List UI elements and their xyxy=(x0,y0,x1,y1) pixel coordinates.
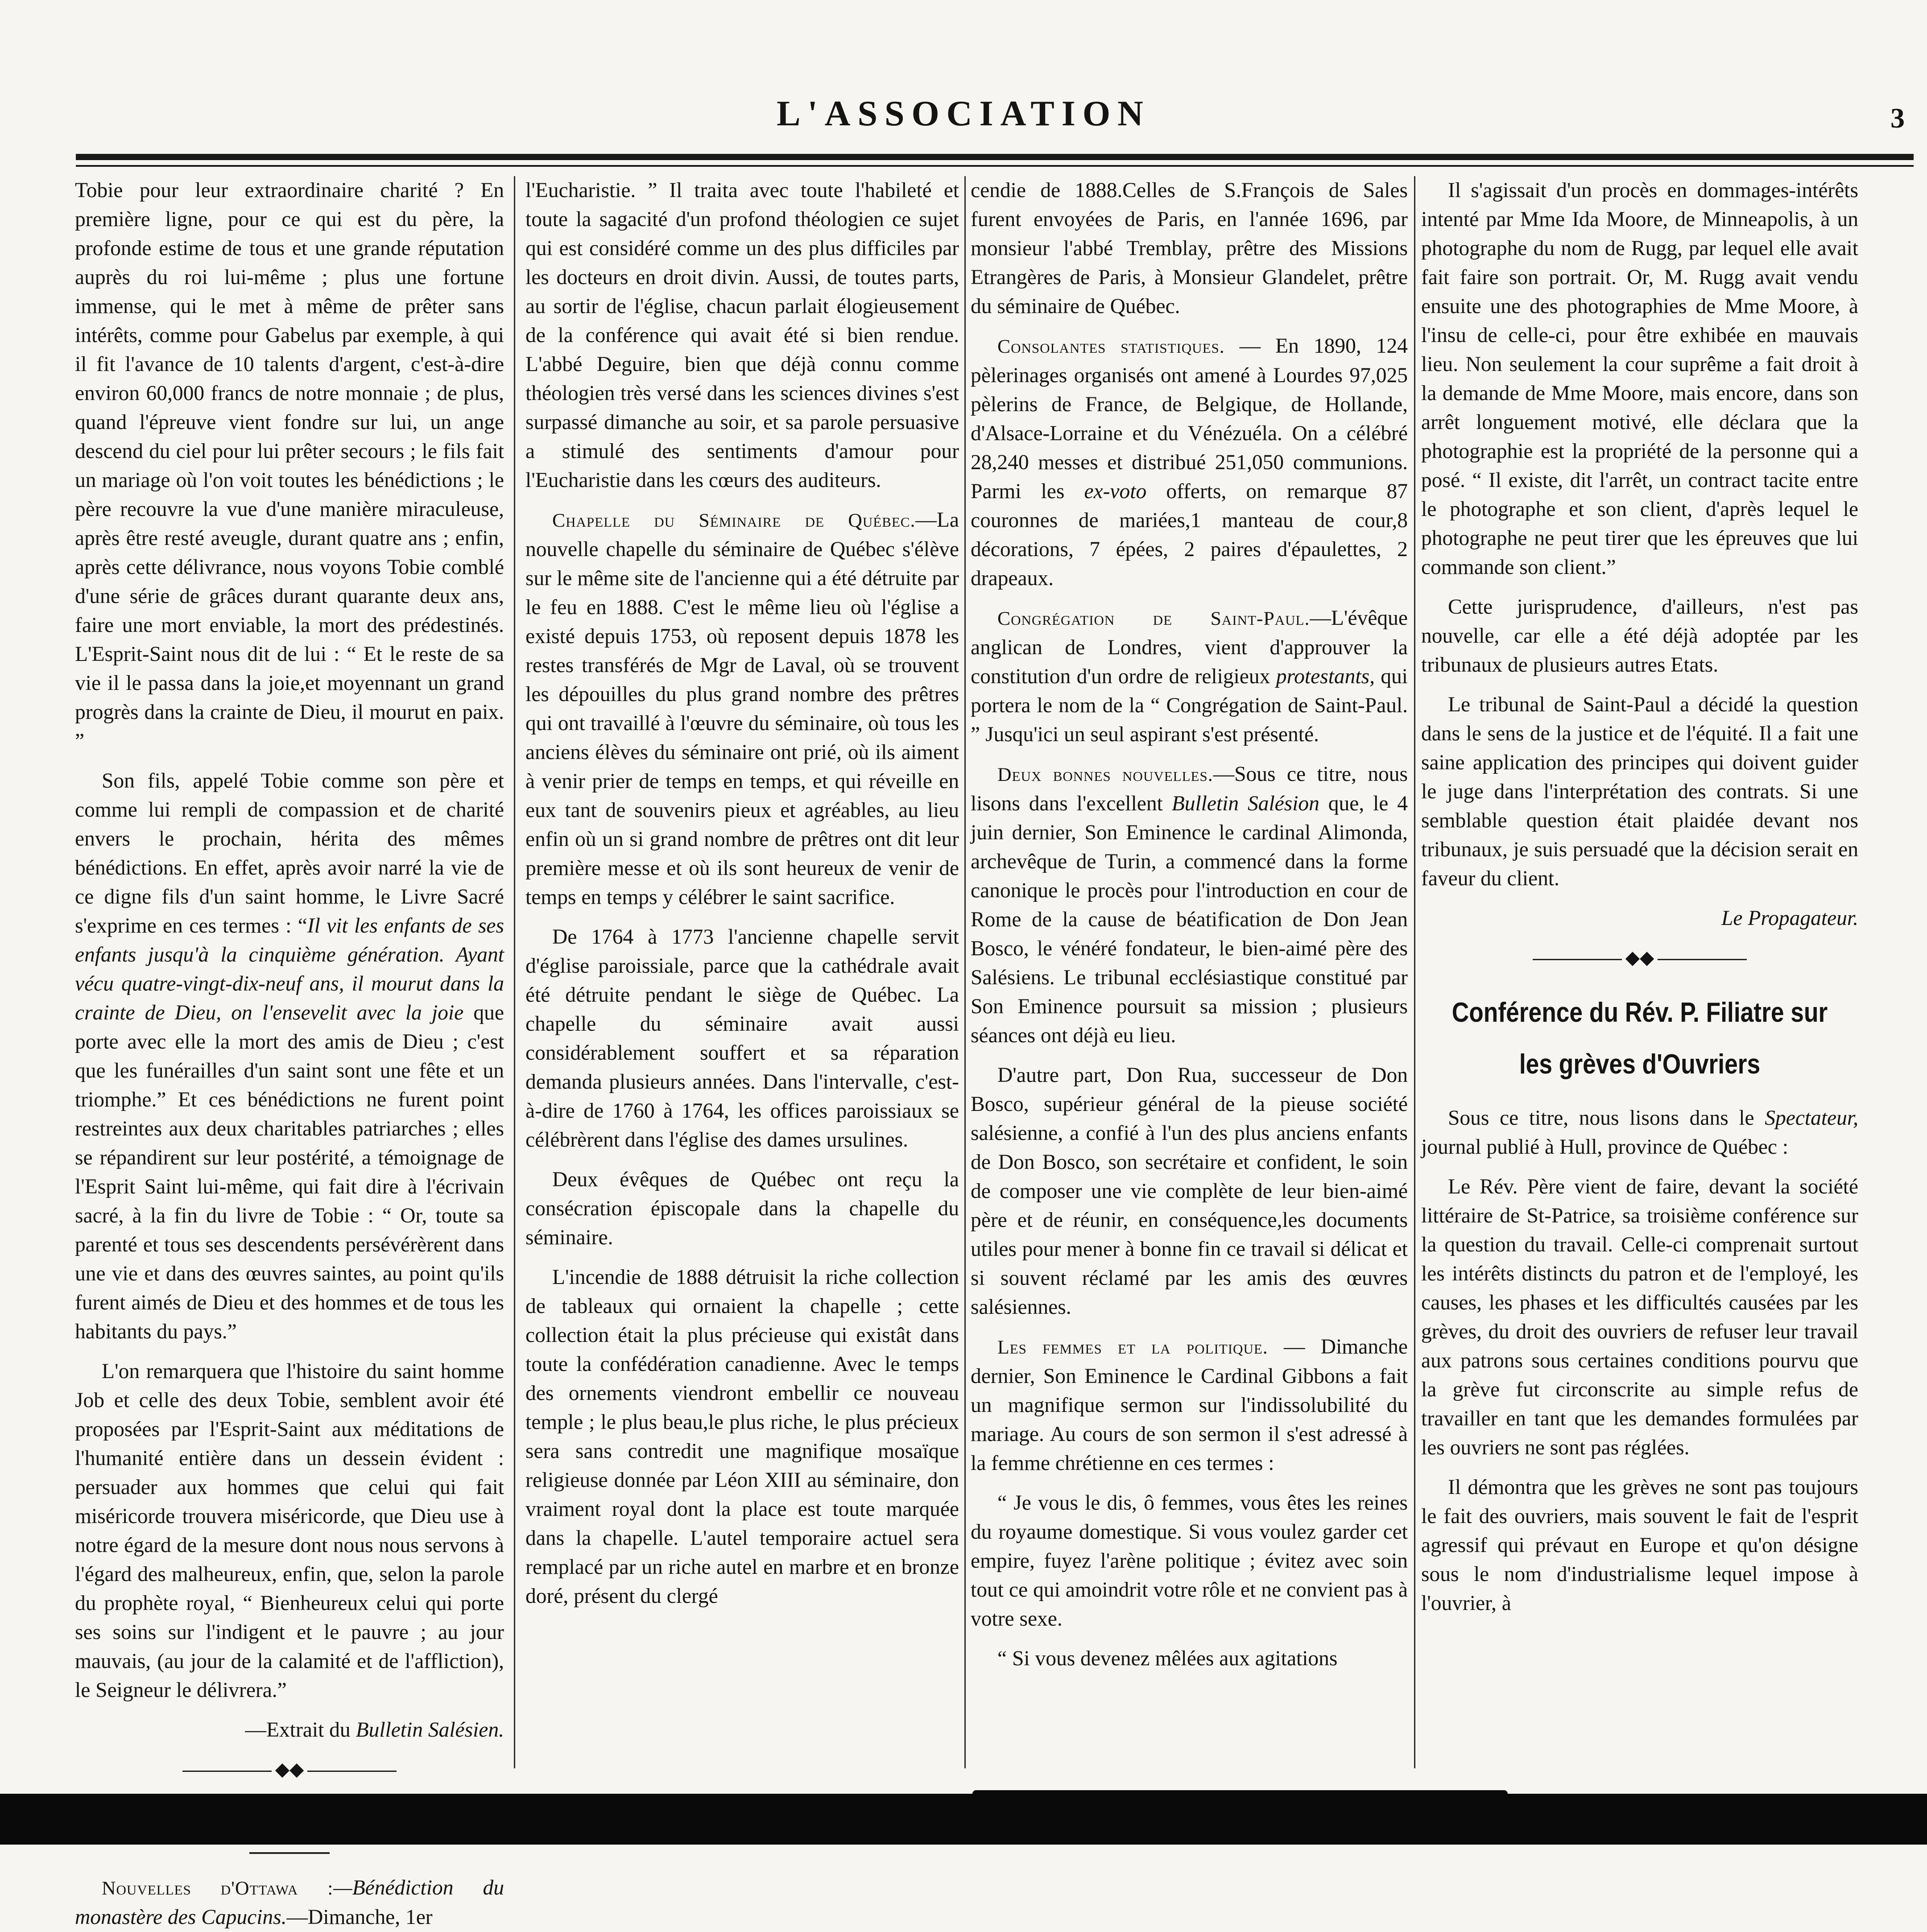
paragraph xyxy=(971,1333,1408,1478)
text-run: journal publié à Hull, province de Québec : xyxy=(1421,1135,1789,1159)
italic-text: protestants, xyxy=(1276,665,1375,688)
column-1 xyxy=(75,176,504,1929)
paragraph xyxy=(75,1874,504,1932)
paragraph xyxy=(971,332,1408,593)
text-run: —Dimanche, 1er xyxy=(286,1906,433,1929)
item-label: Congrégation de Saint-Paul. xyxy=(997,608,1310,629)
text-run: Son fils, appelé Tobie comme son père et comme lui rempli de compassion et de charité envers le prochain, hérita des mêmes bénédictions. En effet, après avoir narré la vie de ce digne fils d'un saint homme, le Livre Sacré s'exprime en ces termes : “ xyxy=(75,769,504,937)
paragraph xyxy=(971,604,1408,749)
paragraph: Cette jurisprudence, d'ailleurs, n'est pas nouvelle, car elle a été déjà adoptée par les tribunaux de plusieurs autres Etats. xyxy=(1421,595,1858,677)
item-label: Chapelle du Séminaire de Québec. xyxy=(552,510,916,531)
ornamental-separator: ◆◆ xyxy=(1421,944,1858,973)
paragraph: L'incendie de 1888 détruisit la riche collection de tableaux qui ornaient la chapelle ; cette collection était la plus précieuse qui existât dans toute la confédération canadienne. Avec le temps des ornements viendront embellir ce nouveau temple ; le plus beau,le plus riche, le plus précieux sera sans contredit une magnifique mosaïque religieuse donnée par Léon XIII au séminaire, don vraiment royal dont la place est toute marquée dans la chapelle. L'autel temporaire actuel sera remplacé par un riche autel en marbre et en bronze doré, présent du clergé xyxy=(525,1266,959,1608)
ornamental-separator: ◆◆ xyxy=(75,1755,504,1784)
text-run: —Sous ce titre, nous lisons dans l'excellent xyxy=(971,763,1408,815)
paragraph: L'on remarquera que l'histoire du saint homme Job et celle des deux Tobie, semblent avoir été proposées par l'Esprit-Saint aux méditations de l'humanité entière dans un dessein évident : persuader aux hommes que celui qui fait miséricorde trouvera miséricorde, que Dieu use à notre égard de la mesure dont nous nous servons à l'égard des malheureux, enfin, que, selon la parole du prophète royal, “ Bienheureux celui qui porte ses soins sur l'indigent et le pauvre ; au jour mauvais, (au jour de la calamité et de l'affliction), le Seigneur le délivrera.” xyxy=(75,1360,504,1702)
column-3 xyxy=(971,176,1408,1759)
italic-quote: Il vit les enfants de ses enfants jusqu'à la cinquième génération. Ayant vécu quatre-vingt-dix-neuf ans, il mourut dans la crainte de Dieu, on l'ensevelit avec la joie xyxy=(75,914,504,1024)
paragraph: Le Rév. Père vient de faire, devant la société littéraire de St-Patrice, sa troisième conférence sur la question du travail. Celle-ci comprenait surtout les intérêts distincts du patron et de l'employé, les causes, les phases et les difficultés causées par les grèves, du droit des ouvriers de refuser leur travail aux patrons sous certaines conditions pourvu que la grève fut circonscrite au simple refus de travailler en tant que les demandes formulées par les ouvriers ne sont pas réglées. xyxy=(1421,1175,1858,1459)
item-label: Consolantes statistiques. xyxy=(997,336,1225,357)
paragraph xyxy=(971,760,1408,1050)
scan-edge-band xyxy=(0,1794,1927,1845)
paragraph: Deux évêques de Québec ont reçu la consécration épiscopale dans la chapelle du séminaire. xyxy=(525,1168,959,1249)
italic-text: —Bénédiction du monastère des Capucins. xyxy=(75,1876,504,1929)
header-rule-thick xyxy=(76,154,1914,160)
newspaper-title: L'ASSOCIATION xyxy=(777,94,1150,133)
paragraph: l'Eucharistie. ” Il traita avec toute l'habileté et toute la sagacité d'un profond théologien ce sujet qui est considéré comme un des plus difficiles par les docteurs en droit divin. Aussi, de toutes parts, au sortir de l'église, chacun parlait élogieusement de la conférence qui avait été si bien rendue. L'abbé Deguire, bien que déjà connu comme théologien très versé dans les sciences divines s'est surpassé dimanche au soir, et sa parole persuasive a stimulé des sentiments d'amour pour l'Eucharistie dans les cœurs des auditeurs. xyxy=(525,179,959,492)
text-run: — Dimanche dernier, Son Eminence le Cardinal Gibbons a fait un magnifique sermon sur l'indissolubilité du mariage. Au cours de son sermon il s'est adressé à la femme chrétienne en ces termes : xyxy=(971,1335,1408,1475)
column-divider xyxy=(514,176,515,1768)
masthead xyxy=(0,94,1927,147)
italic-text: Spectateur, xyxy=(1765,1106,1858,1130)
paragraph: “ Je vous le dis, ô femmes, vous êtes les reines du royaume domestique. Si vous voulez garder cet empire, fuyez l'arène politique ; évitez avec soin tout ce qui amoindrit votre rôle et ne convient pas à votre sexe. xyxy=(971,1491,1408,1631)
text-run: qui portera le nom de la “ Congrégation de Saint-Paul. ” Jusqu'ici un seul aspirant s'est présenté. xyxy=(971,665,1408,746)
source-title: Le Propagateur. xyxy=(1721,907,1858,930)
item-label: Deux bonnes nouvelles. xyxy=(997,764,1213,785)
text-run: — En 1890, 124 pèlerinages organisés ont amené à Lourdes 97,025 pèlerins de France, de Belgique, de Hollande, d'Alsace-Lorraine et du Vénézuéla. On a célébré 28,240 messes et distribué 251,050 communions. Parmi les xyxy=(971,334,1408,503)
paragraph: De 1764 à 1773 l'ancienne chapelle servit d'église paroissiale, parce que la cathédrale avait été détruite pendant le siège de Québec. La chapelle du séminaire avait aussi considérablement souffert et sa réparation demanda plusieurs années. Dans l'intervalle, c'est-à-dire de 1760 à 1764, les offices paroissiaux se célébrèrent dans l'église des dames ursulines. xyxy=(525,925,959,1152)
italic-text: Bulletin Salésion xyxy=(1171,792,1319,815)
paragraph: Tobie pour leur extraordinaire charité ? En première ligne, pour ce qui est du père, la profonde estime de tous et une grande réputation auprès du roi lui-même ; plus une fortune immense, qui le met à même de prêter sans intérêts, comme pour Gabelus par exemple, à qui il fit l'avance de 10 talents d'argent, c'est-à-dire environ 60,000 francs de notre monnaie ; de plus, quand l'épreuve vient fondre sur lui, un ange descend du ciel pour lui prêter secours ; le fils fait un mariage où l'on voit toutes les bénédictions ; le père recouvre la vue d'une manière miraculeuse, après être resté aveugle, durant quatre ans ; enfin, après cette délivrance, nous voyons Tobie comblé d'une série de grâces durant quarante deux ans, faire une mort enviable, la mort des prédestinés. L'Esprit-Saint nous dit de lui : “ Et le reste de sa vie il le passa dans la joie,et moyennant un grand progrès dans la crainte de Dieu, il mourut en paix. ” xyxy=(75,179,504,753)
page-number: 3 xyxy=(1890,102,1905,134)
text-run: offerts, on remarque 87 couronnes de mariées,1 manteau de cour,8 décorations, 7 épées, 2 paires d'épaulettes, 2 drapeaux. xyxy=(971,480,1408,590)
item-label: Les femmes et la politique. xyxy=(997,1337,1268,1358)
paragraph xyxy=(525,506,959,912)
paragraph: “ Si vous devenez mêlées aux agitations xyxy=(997,1647,1338,1670)
paragraph: Il démontra que les grèves ne sont pas toujours le fait des ouvriers, mais souvent le fait de l'esprit agressif qui prévaut en Europe et qu'on désigne sous le nom d'industrialisme lequel impose à l'ouvrier, à xyxy=(1421,1476,1858,1615)
column-4 xyxy=(1421,176,1858,1759)
source-citation xyxy=(1421,904,1858,933)
paragraph: D'autre part, Don Rua, successeur de Don Bosco, supérieur général de la pieuse société salésienne, a confié à l'un des plus anciens enfants de Don Bosco, son secrétaire et confident, le soin de composer une vie complète de leur bien-aimé père et de réunir, en conséquence,les documents utiles pour mener à bonne fin ce travail si délicat et si souvent réclamé par les amis des œuvres salésiennes. xyxy=(971,1064,1408,1319)
text-run: Sous ce titre, nous lisons dans le xyxy=(1448,1106,1765,1130)
source-citation xyxy=(75,1716,504,1745)
column-divider xyxy=(964,176,966,1768)
section-rule xyxy=(249,1852,330,1854)
paragraph: Il s'agissait d'un procès en dommages-intérêts intenté par Mme Ida Moore, de Minneapolis, à un photographe du nom de Rugg, par lequel elle avait fait faire son portrait. Or, M. Rugg avait vendu ensuite une des photographies de Mme Moore, à l'insu de celle-ci, pour être exhibée en mauvais lieu. Non seulement la cour suprême a fait droit à la demande de Mme Moore, mais encore, dans son arrêt longuement motivé, elle déclara que la photographie est la propriété de la personne qui a posé. “ Il existe, dit l'arrêt, un contract tacite entre le photographe et son client, d'après lequel le photographe ne peut tirer que les épreuves que lui commande son client.” xyxy=(1421,179,1858,579)
text-run: —La nouvelle chapelle du séminaire de Québec s'élève sur le même site de l'ancienne qui a été détruite par le feu en 1888. C'est le même lieu où l'église a existé depuis 1753, où reposent depuis 1878 les restes transférés de Mgr de Laval, où se trouvent les dépouilles du plus grand nombre des prêtres qui ont travaillé à l'œuvre du séminaire, où tous les anciens élèves du séminaire ont prié, où ils aiment à venir prier de temps en temps, et qui réveille en eux tant de souvenirs pieux et agréables, au lieu enfin où un si grand nombre de prêtres ont dit leur première messe et où ils sont heureux de venir de temps en temps y célébrer le saint sacrifice. xyxy=(525,508,959,909)
text-run: —L'évêque anglican de Londres, vient d'approuver la constitution d'un ordre de religieux xyxy=(971,607,1408,688)
column-2 xyxy=(525,176,959,1759)
text-run: que, le 4 juin dernier, Son Eminence le cardinal Alimonda, archevêque de Turin, a commencé dans la forme canonique le procès pour l'introduction en cour de Rome de la cause de béatification de Don Jean Bosco, le vénéré fondateur, le bien-aimé père des Salésiens. Le tribunal ecclésiastique constitué par Son Eminence poursuit sa mission ; plusieurs séances ont déjà eu lieu. xyxy=(971,792,1408,1047)
item-label: Nouvelles d'Ottawa : xyxy=(102,1878,334,1899)
source-title: Bulletin Salésien. xyxy=(356,1718,504,1742)
column-divider xyxy=(1414,176,1415,1768)
text-run: que porte avec elle la mort des amis de Dieu ; c'est que les funérailles d'un saint sont une fête et un triomphe.” Et ces bénédictions ne furent point restreintes aux deux charitables patriarches ; elles se répandirent sur leur postérité, a témoignage de l'Esprit Saint lui-même, qui fait dire à l'écrivain sacré, à la fin du livre de Tobie : “ Or, toute sa parenté et tous ses descendents persévérèrent dans une vie et dans des œuvres saintes, au point qu'ils furent aimés de Dieu et des hommes et de tous les habitants du pays.” xyxy=(75,1001,504,1343)
header-rule-thin xyxy=(76,165,1914,167)
paragraph xyxy=(75,767,504,1346)
paragraph: Le tribunal de Saint-Paul a décidé la question dans le sens de la justice et de l'équité. Il a fait une saine application des principes qui doivent guider le juge dans l'interprétation des contrats. Si une semblable question était plaidée devant nos tribunaux, je suis persuadé que la décision serait en faveur du client. xyxy=(1421,693,1858,890)
scan-edge-speck xyxy=(972,1790,1508,1798)
paragraph: cendie de 1888.Celles de S.François de Sales furent envoyées de Paris, en l'année 1696, par monsieur l'abbé Tremblay, prêtre des Missions Etrangères de Paris, à Monsieur Glandelet, prêtre du séminaire de Québec. xyxy=(971,179,1408,318)
italic-text: ex-voto xyxy=(1084,480,1147,503)
source-prefix: —Extrait du xyxy=(245,1718,356,1742)
paragraph xyxy=(1421,1104,1858,1162)
article-heading: Conférence du Rév. P. Filiatre sur les grèves d'Ouvriers xyxy=(1451,997,1828,1080)
